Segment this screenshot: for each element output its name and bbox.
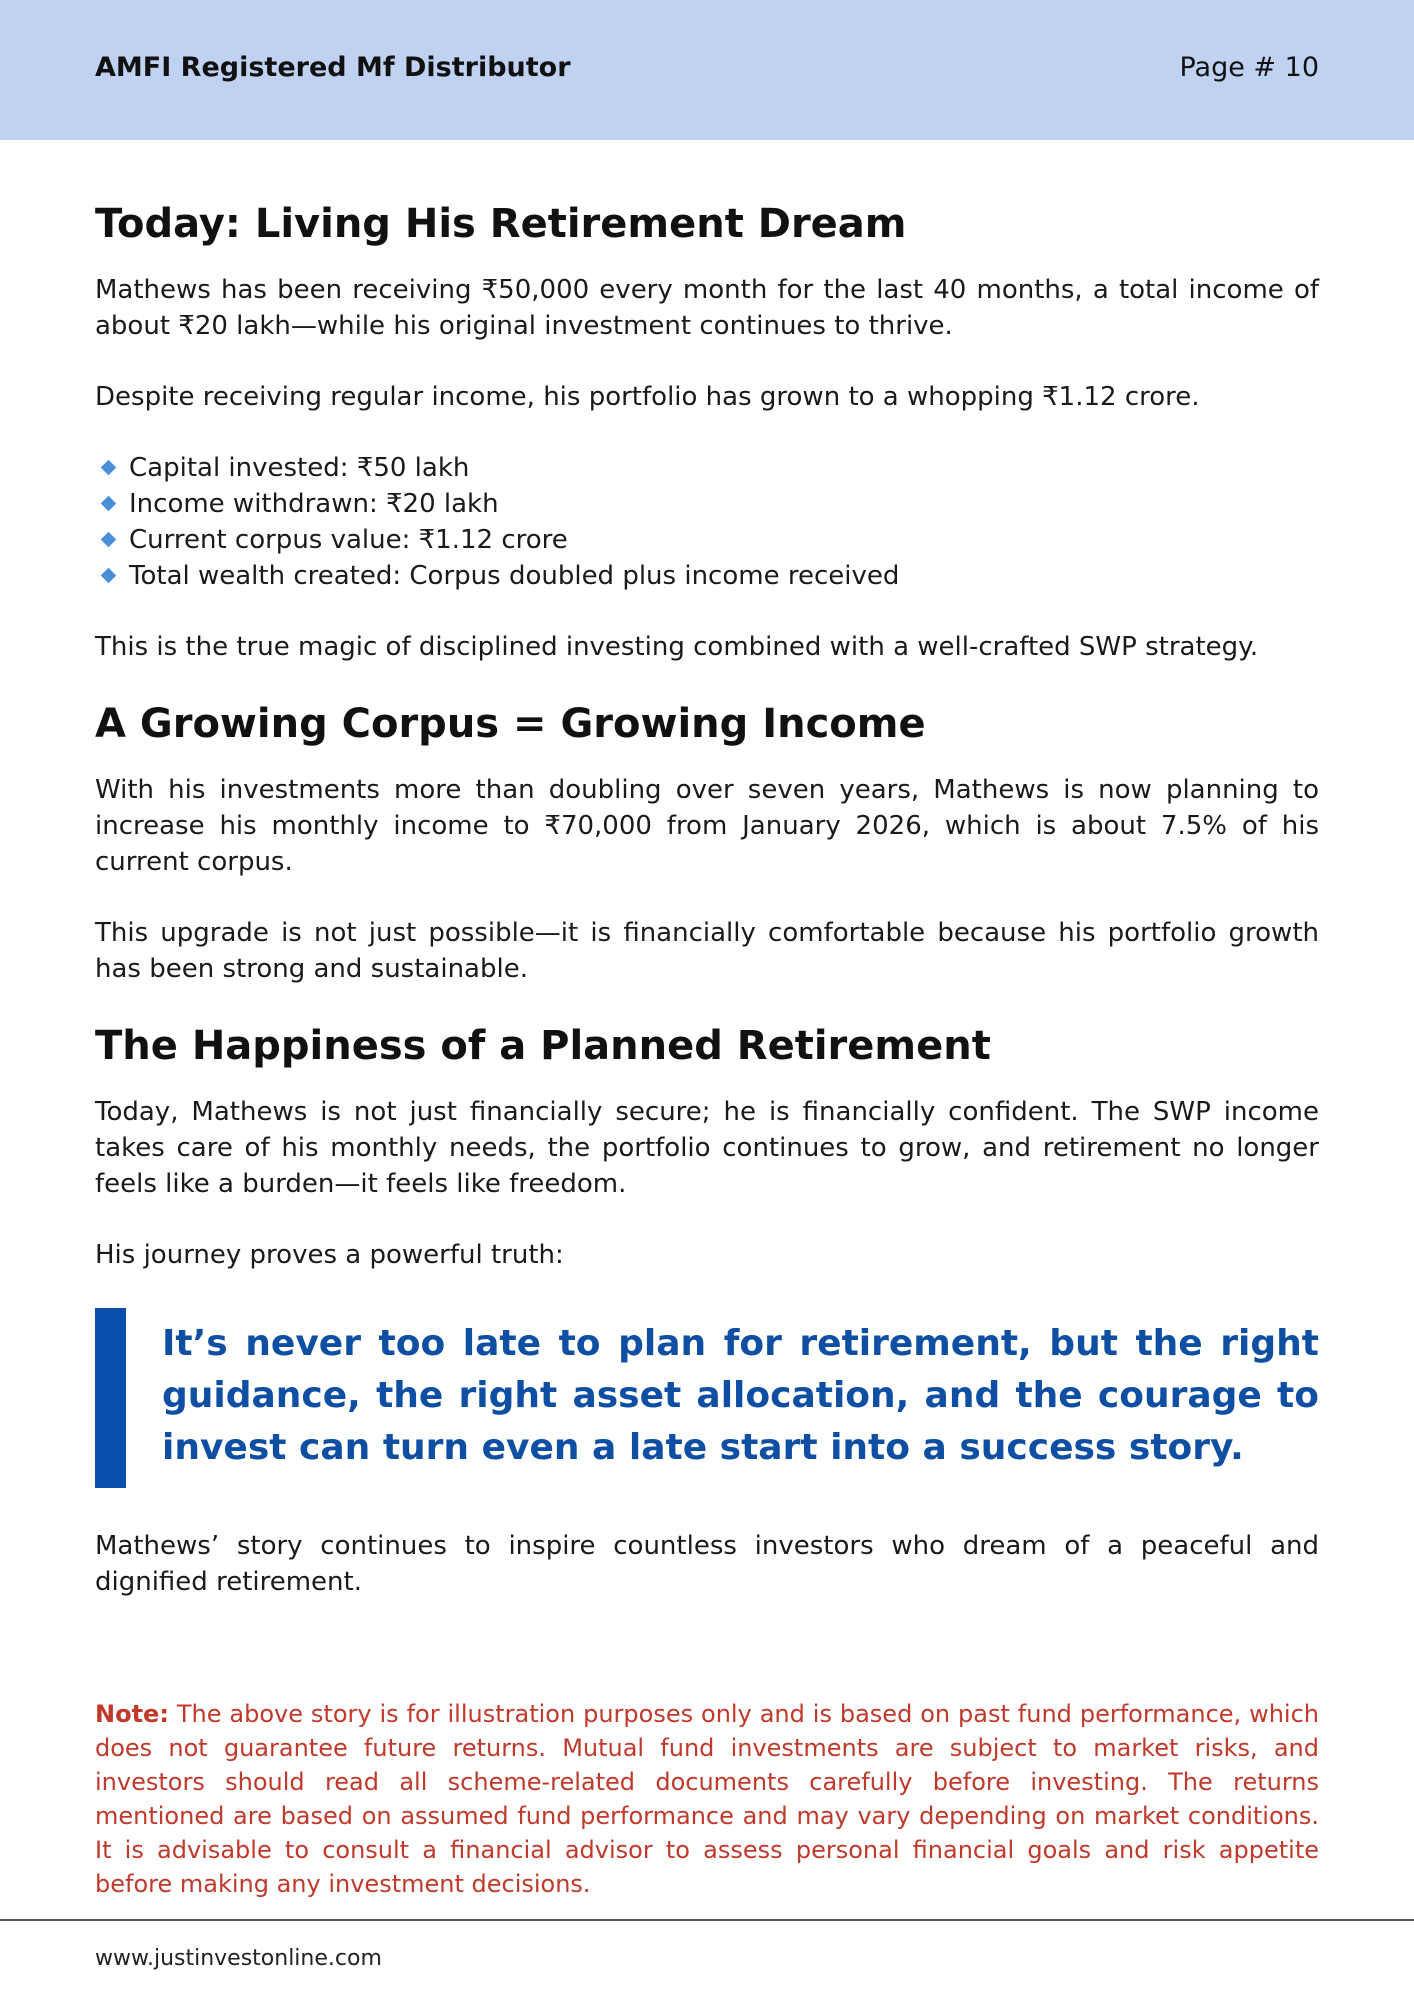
footer-website-url: www.justinvestonline.com	[95, 1946, 382, 1971]
note-text: The above story is for illustration purposes only and is based on past fund performance, which does not guarantee future returns. Mutual fund investments are subject to market risks, and investors should read all scheme-related documents carefully before investing. The returns mentioned are based on assumed fund performance and may vary depending on market conditions. It is advisable to consult a financial advisor to assess personal financial goals and risk appetite before making any investment decisions.	[95, 1700, 1319, 1898]
footer-divider	[0, 1919, 1414, 1921]
disclaimer-note	[95, 1697, 1319, 1901]
pull-quote	[95, 1308, 1319, 1488]
note-label: Note:	[95, 1700, 169, 1728]
diamond-bullet-icon	[101, 568, 117, 584]
paragraph: Mathews has been receiving ₹50,000 every month for the last 40 months, a total income of about ₹20 lakh—while his original investment continues to thrive.	[95, 275, 1319, 341]
paragraph: With his investments more than doubling over seven years, Mathews is now planning to increase his monthly income to ₹70,000 from January 2026, which is about 7.5% of his current corpus.	[95, 775, 1319, 877]
paragraph: Despite receiving regular income, his portfolio has grown to a whopping ₹1.12 crore.	[95, 382, 1200, 412]
section-title-growing-corpus: A Growing Corpus = Growing Income	[95, 701, 926, 747]
paragraph: His journey proves a powerful truth:	[95, 1240, 564, 1270]
list-item	[95, 450, 1319, 486]
list-item-text: Capital invested: ₹50 lakh	[129, 453, 470, 483]
paragraph: Mathews’ story continues to inspire countless investors who dream of a peaceful and dignified retirement.	[95, 1531, 1319, 1597]
list-item	[95, 558, 1319, 594]
paragraph: Today, Mathews is not just financially secure; he is financially confident. The SWP income takes care of his monthly needs, the portfolio continues to grow, and retirement no longer feels like a burden—it feels like freedom.	[95, 1097, 1319, 1199]
quote-accent-bar	[95, 1308, 126, 1488]
page-header	[0, 0, 1414, 140]
list-item-text: Current corpus value: ₹1.12 crore	[129, 525, 568, 555]
section-title-planned-retirement: The Happiness of a Planned Retirement	[95, 1023, 991, 1069]
list-item	[95, 522, 1319, 558]
header-distributor-label: AMFI Registered Mf Distributor	[95, 52, 571, 83]
diamond-bullet-icon	[101, 496, 117, 512]
list-item	[95, 486, 1319, 522]
list-item-text: Total wealth created: Corpus doubled plus income received	[129, 561, 900, 591]
paragraph: This upgrade is not just possible—it is financially comfortable because his portfolio growth has been strong and sustainable.	[95, 918, 1319, 984]
list-item-text: Income withdrawn: ₹20 lakh	[129, 489, 499, 519]
diamond-bullet-icon	[101, 532, 117, 548]
diamond-bullet-icon	[101, 460, 117, 476]
paragraph: This is the true magic of disciplined investing combined with a well-crafted SWP strategy.	[95, 632, 1259, 662]
page-content	[95, 200, 1319, 1635]
quote-text: It’s never too late to plan for retirement, but the right guidance, the right asset allocation, and the courage to invest can turn even a late start into a success story.	[162, 1323, 1319, 1468]
section-title-retirement-dream: Today: Living His Retirement Dream	[95, 201, 907, 247]
page-number: Page # 10	[1179, 52, 1319, 83]
summary-bullet-list	[95, 450, 1319, 594]
